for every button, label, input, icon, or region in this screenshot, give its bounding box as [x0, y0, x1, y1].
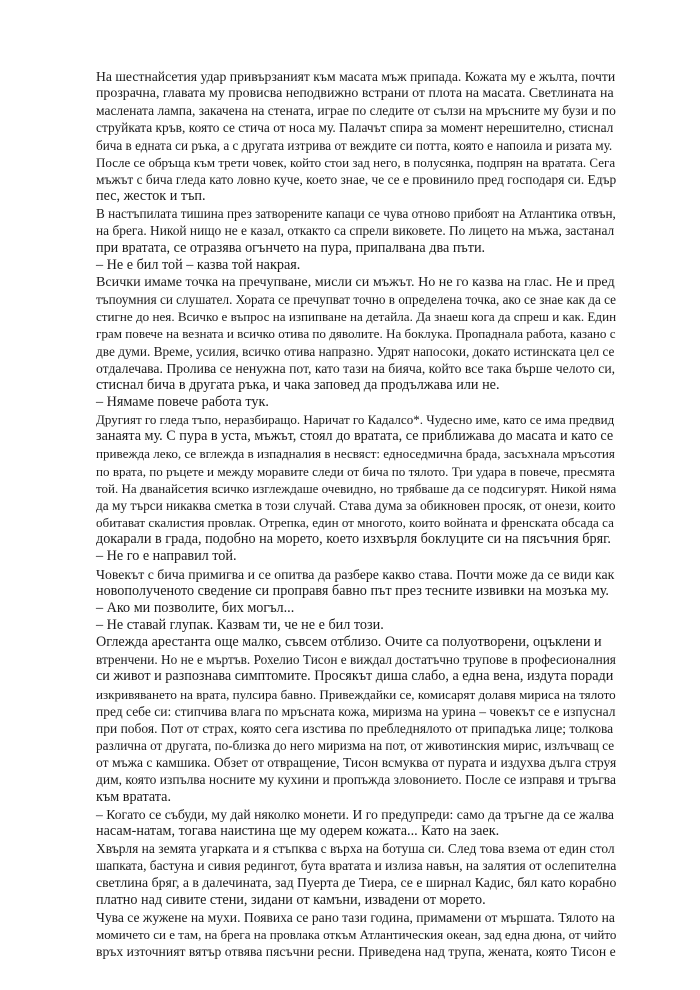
text-line: – Не го е направил той. — [96, 548, 237, 565]
text-line: Другият го гледа тъпо, неразбиращо. Наричат го Кадалсо*. Чудесно име, като се има предвид — [96, 412, 615, 428]
text-line: После се обръща към трети човек, който стои зад него, в полусянка, подпрян на вратата. Сега — [96, 154, 616, 170]
text-line: дим, която изпълва носните му кухини и пропъжда зловонието. После се изправя и тръгва — [96, 772, 616, 788]
text-line: – Когато се събуди, му дай няколко монети. И го предупреди: само да тръгне да се жалва — [96, 806, 615, 822]
text-line: стигне до нея. Всичко е въпрос на изпипване на детайла. Да знаеш кога да спреш и как. Един — [96, 309, 617, 325]
text-line: момичето си е там, на брега на провлака откъм Атлантическия океан, зад една дюна, от чийто — [96, 926, 617, 942]
text-line: занаята му. С пура в уста, мъжът, стоял до вратата, се приближава до масата и като се — [96, 428, 614, 445]
text-line: В настъпилата тишина през затворените капаци се чува отново прибоят на Атлантика отвън, — [96, 206, 616, 222]
text-line: насам-натам, тогава наистина ще му одерем кожата... Като на заек. — [96, 822, 500, 839]
text-line: при вратата, се отразява огънчето на пура, припалвана два пъти. — [96, 239, 486, 256]
text-line: мъжът с бича гледа като ловно куче, което знае, че се е провинило пред господаря си. Едър — [96, 171, 617, 187]
text-line: обитават скалистия провлак. Отрепка, един от многото, които войната и френската обсада са — [96, 515, 614, 531]
text-line: – Ако ми позволите, бих могъл... — [96, 599, 295, 616]
text-line: докарали в града, подобно на морето, което изхвърля боклуците си на пясъчния бряг. — [96, 531, 611, 548]
text-line: втренчени. Но не е мъртъв. Рохелио Тисон е виждал достатъчно трупове в професионалния — [96, 652, 616, 668]
text-line: пес, жесток и тъп. — [96, 188, 206, 205]
text-line: грам повече на везната и всичко отива по дяволите. На боклука. Пропаднала работа, казано с — [96, 326, 616, 342]
text-line: привежда леко, се вглежда в изпадналия в несвяст: едноседмична брада, засъхнала мръсотия — [96, 446, 615, 462]
text-line: – Нямаме повече работа тук. — [96, 393, 269, 410]
text-line: връх източният вятър отвява пясъчни ресни. Приведена над трупа, жената, която Тисон е — [96, 943, 616, 959]
text-line: отдалечава. Пролива се ненужна пот, като тази на бияча, който все така бърше челото си, — [96, 360, 616, 376]
text-line: по врата, по ръцете и между моравите следи от бича по тялото. Три удара в повече, пресмята — [96, 463, 615, 479]
document-page — [96, 68, 616, 960]
text-line: Човекът с бича примигва и се опитва да разбере какво става. Почти може да се види как — [96, 566, 615, 582]
text-line: към вратата. — [96, 788, 171, 805]
text-line: струйката кръв, която се стича от носа му. Палачът спира за момент нерешително, стиснал — [96, 120, 614, 136]
text-line: да му търси никаква сметка в този случай. Става дума за обикновен просяк, от онези, които — [96, 497, 616, 513]
text-line: изкривяването на врата, пулсира бавно. Привеждайки се, комисарят долавя мириса на тялото — [96, 686, 616, 702]
text-line: пред себе си: стипчива влага по мръсната кожа, миризма на урина – човекът се е изпуснал — [96, 703, 616, 719]
text-line: той. На дванайсетия всичко изглеждаше очевидно, но трябваше да се подсигурят. Никой няма — [96, 480, 617, 496]
text-line: маслената лампа, закачена на стената, играе по следите от сълзи на мръсните му бузи и по — [96, 103, 616, 119]
text-line: прозрачна, главата му провисва неподвижно встрани от плота на масата. Светлината на — [96, 86, 614, 102]
text-line: Чува се жужене на мухи. Появиха се рано тази година, примамени от мършата. Тялото на — [96, 909, 615, 925]
text-line: на брега. Никой нищо не е казал, откакто са спрели виковете. По лицето на мъжа, застанал — [96, 223, 615, 239]
text-line: На шестнайсетия удар привързаният към масата мъж припада. Кожата му е жълта, почти — [96, 69, 616, 84]
text-line: платно над сивите стени, зидани от камъни, извадени от морето. — [96, 891, 486, 908]
text-line: от мъжа с камшика. Обзет от отвращение, Тисон всмуква от пурата и издухва дълга струя — [96, 755, 617, 771]
text-line: – Не е бил той – казва той накрая. — [96, 256, 301, 273]
text-line: си живот и разпознава симптомите. Просякът диша слабо, а една вена, издута поради — [96, 668, 614, 685]
text-line: Хвърля на земята угарката и я стъпква с върха на ботуша си. След това взема от един стол — [96, 841, 615, 857]
text-line: светлина бряг, а в далечината, зад Пуерта де Тиера, се е ширнал Кадис, бял като корабно — [96, 875, 617, 891]
text-line: стиснал бича в другата ръка, и чака заповед да продължава или не. — [96, 376, 500, 393]
text-line: тъпоумния си слушател. Хората се пречупват точно в определена точка, ако се знае как да се — [96, 292, 616, 308]
text-line: шапката, бастуна и сивия редингот, бута вратата и излиза навън, на залятия от ослепителна — [96, 858, 617, 874]
text-line: бича в едната си ръка, а с другата изтрива от веждите си потта, която е напоила и ризата му. — [96, 137, 613, 153]
text-line: две думи. Време, усилия, всичко отива напразно. Удрят напосоки, докато истинската цел се — [96, 343, 615, 359]
text-line: новополученото сведение си проправя бавно път през тесните извивки на мозъка му. — [96, 582, 609, 599]
text-line: – Не ставай глупак. Казвам ти, че не е бил този. — [96, 617, 384, 633]
text-line: Оглежда арестанта още малко, съвсем отблизо. Очите са полуотворени, оцъклени и — [96, 634, 602, 651]
text-line: при побоя. Пот от страх, която сега изстива по пребледнялото от припадъка лице; толкова — [96, 720, 614, 736]
text-line: различна от другата, по-близка до него миризма на пот, от животинския мирис, излъчващ се — [96, 738, 615, 754]
text-line: Всички имаме точка на пречупване, мисли си мъжът. Но не го казва на глас. Не и пред — [96, 273, 615, 290]
